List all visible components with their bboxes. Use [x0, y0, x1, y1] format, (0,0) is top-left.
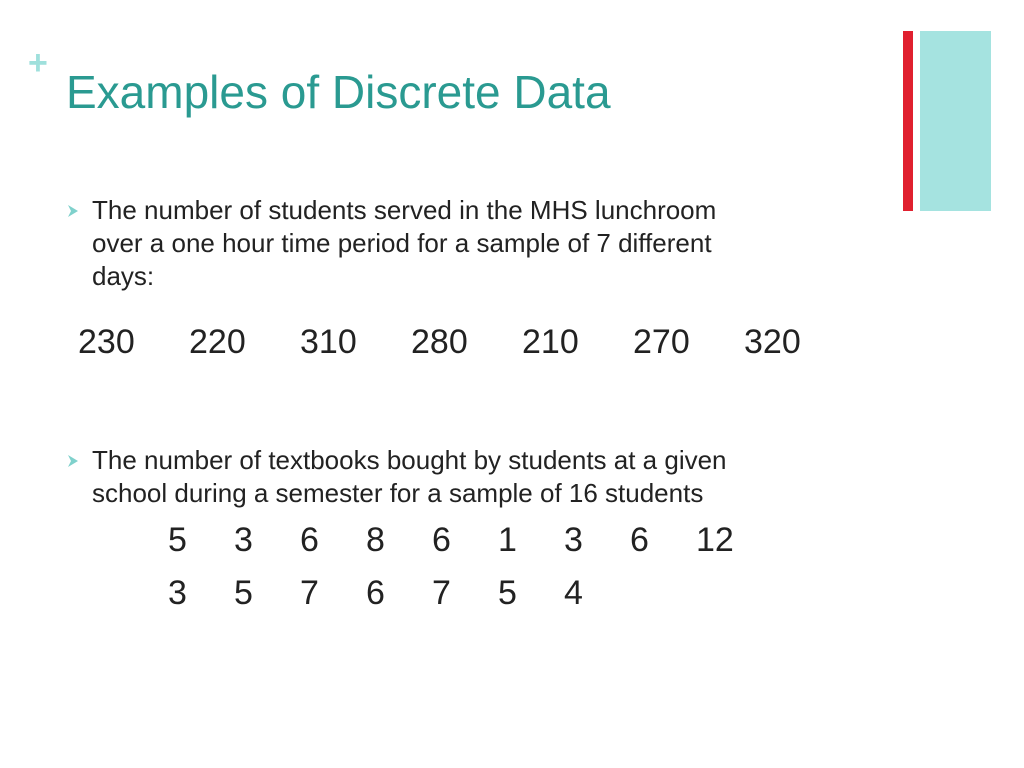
- lunchroom-value: 280: [411, 323, 468, 361]
- textbook-value: 8: [366, 521, 385, 559]
- textbook-value: 5: [168, 521, 187, 559]
- textbook-value: 1: [498, 521, 517, 559]
- textbook-value: 5: [234, 574, 253, 612]
- arrow-bullet-icon: [66, 204, 80, 218]
- plus-icon: +: [28, 44, 48, 82]
- lunchroom-value: 220: [189, 323, 246, 361]
- textbook-value: 6: [432, 521, 451, 559]
- textbook-value: 5: [498, 574, 517, 612]
- arrow-bullet-icon: [66, 454, 80, 468]
- bullet-lunchroom-text: [92, 194, 716, 293]
- textbook-value: 12: [696, 521, 734, 559]
- textbook-value: 4: [564, 574, 583, 612]
- bullet-textbooks-text: [92, 444, 727, 510]
- textbook-value: 6: [366, 574, 385, 612]
- decorative-red-bar: [903, 31, 913, 211]
- lunchroom-value: 310: [300, 323, 357, 361]
- slide-title: Examples of Discrete Data: [66, 66, 611, 118]
- textbook-value: 3: [564, 521, 583, 559]
- lunchroom-value: 270: [633, 323, 690, 361]
- lunchroom-value: 320: [744, 323, 801, 361]
- bullet-lunchroom-line: days:: [92, 261, 155, 291]
- bullet-textbooks-line: school during a semester for a sample of 16 students: [92, 478, 704, 508]
- bullet-textbooks: [66, 444, 866, 510]
- textbook-value: 7: [432, 574, 451, 612]
- textbook-value: 3: [234, 521, 253, 559]
- lunchroom-value: 230: [78, 323, 135, 361]
- textbook-value: 7: [300, 574, 319, 612]
- lunchroom-value: 210: [522, 323, 579, 361]
- lunchroom-values-row: [78, 322, 855, 362]
- textbook-value: 6: [300, 521, 319, 559]
- textbook-values-row-1: [168, 520, 762, 560]
- bullet-lunchroom-line: The number of students served in the MHS lunchroom: [92, 195, 717, 225]
- textbook-value: 3: [168, 574, 187, 612]
- bullet-lunchroom-line: over a one hour time period for a sample of 7 different: [92, 228, 712, 258]
- bullet-lunchroom: [66, 194, 866, 293]
- decorative-teal-block: [920, 31, 991, 211]
- bullet-textbooks-line: The number of textbooks bought by students at a given: [92, 445, 727, 475]
- textbook-values-row-2: [168, 573, 630, 613]
- textbook-value: 6: [630, 521, 649, 559]
